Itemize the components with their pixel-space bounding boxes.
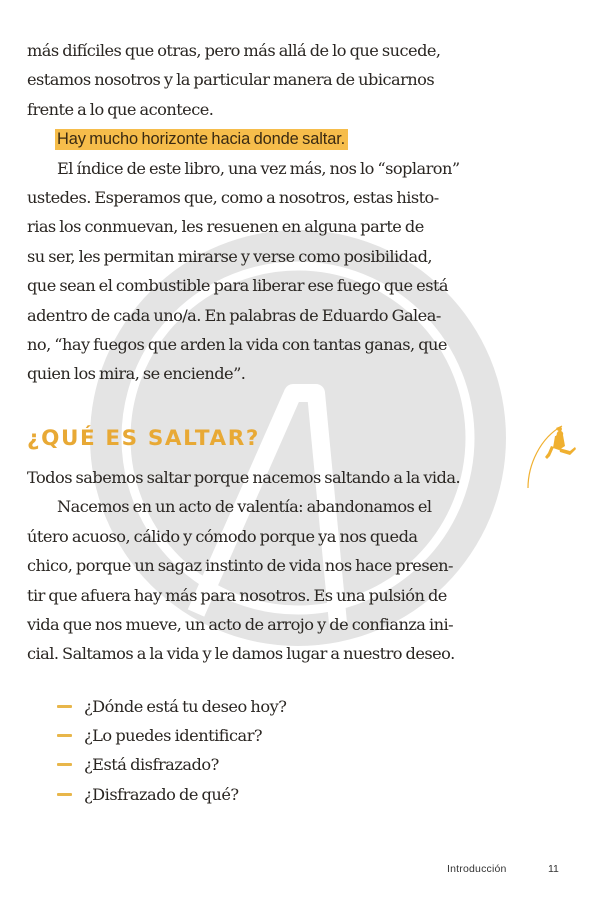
question-text: ¿Lo puedes identificar?: [84, 726, 263, 746]
section-body: [27, 463, 527, 669]
text-line: Todos sabemos saltar porque nacemos saltando a la vida.: [27, 468, 461, 487]
pole-vaulter-icon: [520, 420, 580, 490]
main-text: [27, 36, 527, 389]
highlighted-quote: Hay mucho horizonte hacia donde saltar.: [55, 129, 348, 150]
text-line: vida que nos mueve, un acto de arrojo y de confianza ini-: [27, 615, 454, 635]
text-line: más difíciles que otras, pero más allá de lo que sucede,: [27, 41, 441, 60]
list-item: [57, 780, 286, 809]
question-text: ¿Disfrazado de qué?: [84, 784, 239, 804]
text-line: no, “hay fuegos que arden la vida con tantas ganas, que: [27, 335, 447, 355]
highlighted-quote-line: [27, 124, 527, 153]
text-line: tir que afuera hay más para nosotros. Es una pulsión de: [27, 585, 447, 605]
dash-bullet-icon: [57, 734, 72, 737]
question-text: ¿Dónde está tu deseo hoy?: [84, 697, 287, 717]
text-line: cial. Saltamos a la vida y le damos lugar a nuestro deseo.: [27, 644, 455, 664]
text-line: frente a lo que acontece.: [27, 99, 214, 119]
text-line: El índice de este libro, una vez más, nos lo “soplaron”: [57, 158, 460, 178]
dash-bullet-icon: [57, 763, 72, 766]
page-number: 11: [548, 863, 559, 875]
text-line: útero acuoso, cálido y cómodo porque ya nos queda: [27, 526, 418, 546]
text-line: chico, porque un sagaz instinto de vida nos hace presen-: [27, 556, 453, 576]
list-item: [57, 721, 286, 750]
text-line: ustedes. Esperamos que, como a nosotros, estas histo-: [27, 188, 439, 208]
dash-bullet-icon: [57, 705, 72, 708]
text-line: adentro de cada uno/a. En palabras de Eduardo Galea-: [27, 305, 441, 325]
text-line: estamos nosotros y la particular manera de ubicarnos: [27, 70, 435, 90]
text-line: su ser, les permitan mirarse y verse como posibilidad,: [27, 246, 432, 266]
question-text: ¿Está disfrazado?: [84, 755, 219, 775]
text-line: quien los mira, se enciende”.: [27, 364, 246, 384]
text-line: que sean el combustible para liberar ese fuego que está: [27, 276, 449, 296]
question-list: [57, 692, 286, 809]
text-line: Nacemos en un acto de valentía: abandonamos el: [57, 497, 432, 517]
text-line: rias los conmuevan, les resuenen en alguna parte de: [27, 217, 424, 237]
list-item: [57, 750, 286, 779]
list-item: [57, 692, 286, 721]
page-footer: [0, 863, 600, 883]
section-heading: ¿QUÉ ES SALTAR?: [27, 426, 260, 451]
dash-bullet-icon: [57, 793, 72, 796]
footer-section-name: Introducción: [447, 863, 507, 875]
